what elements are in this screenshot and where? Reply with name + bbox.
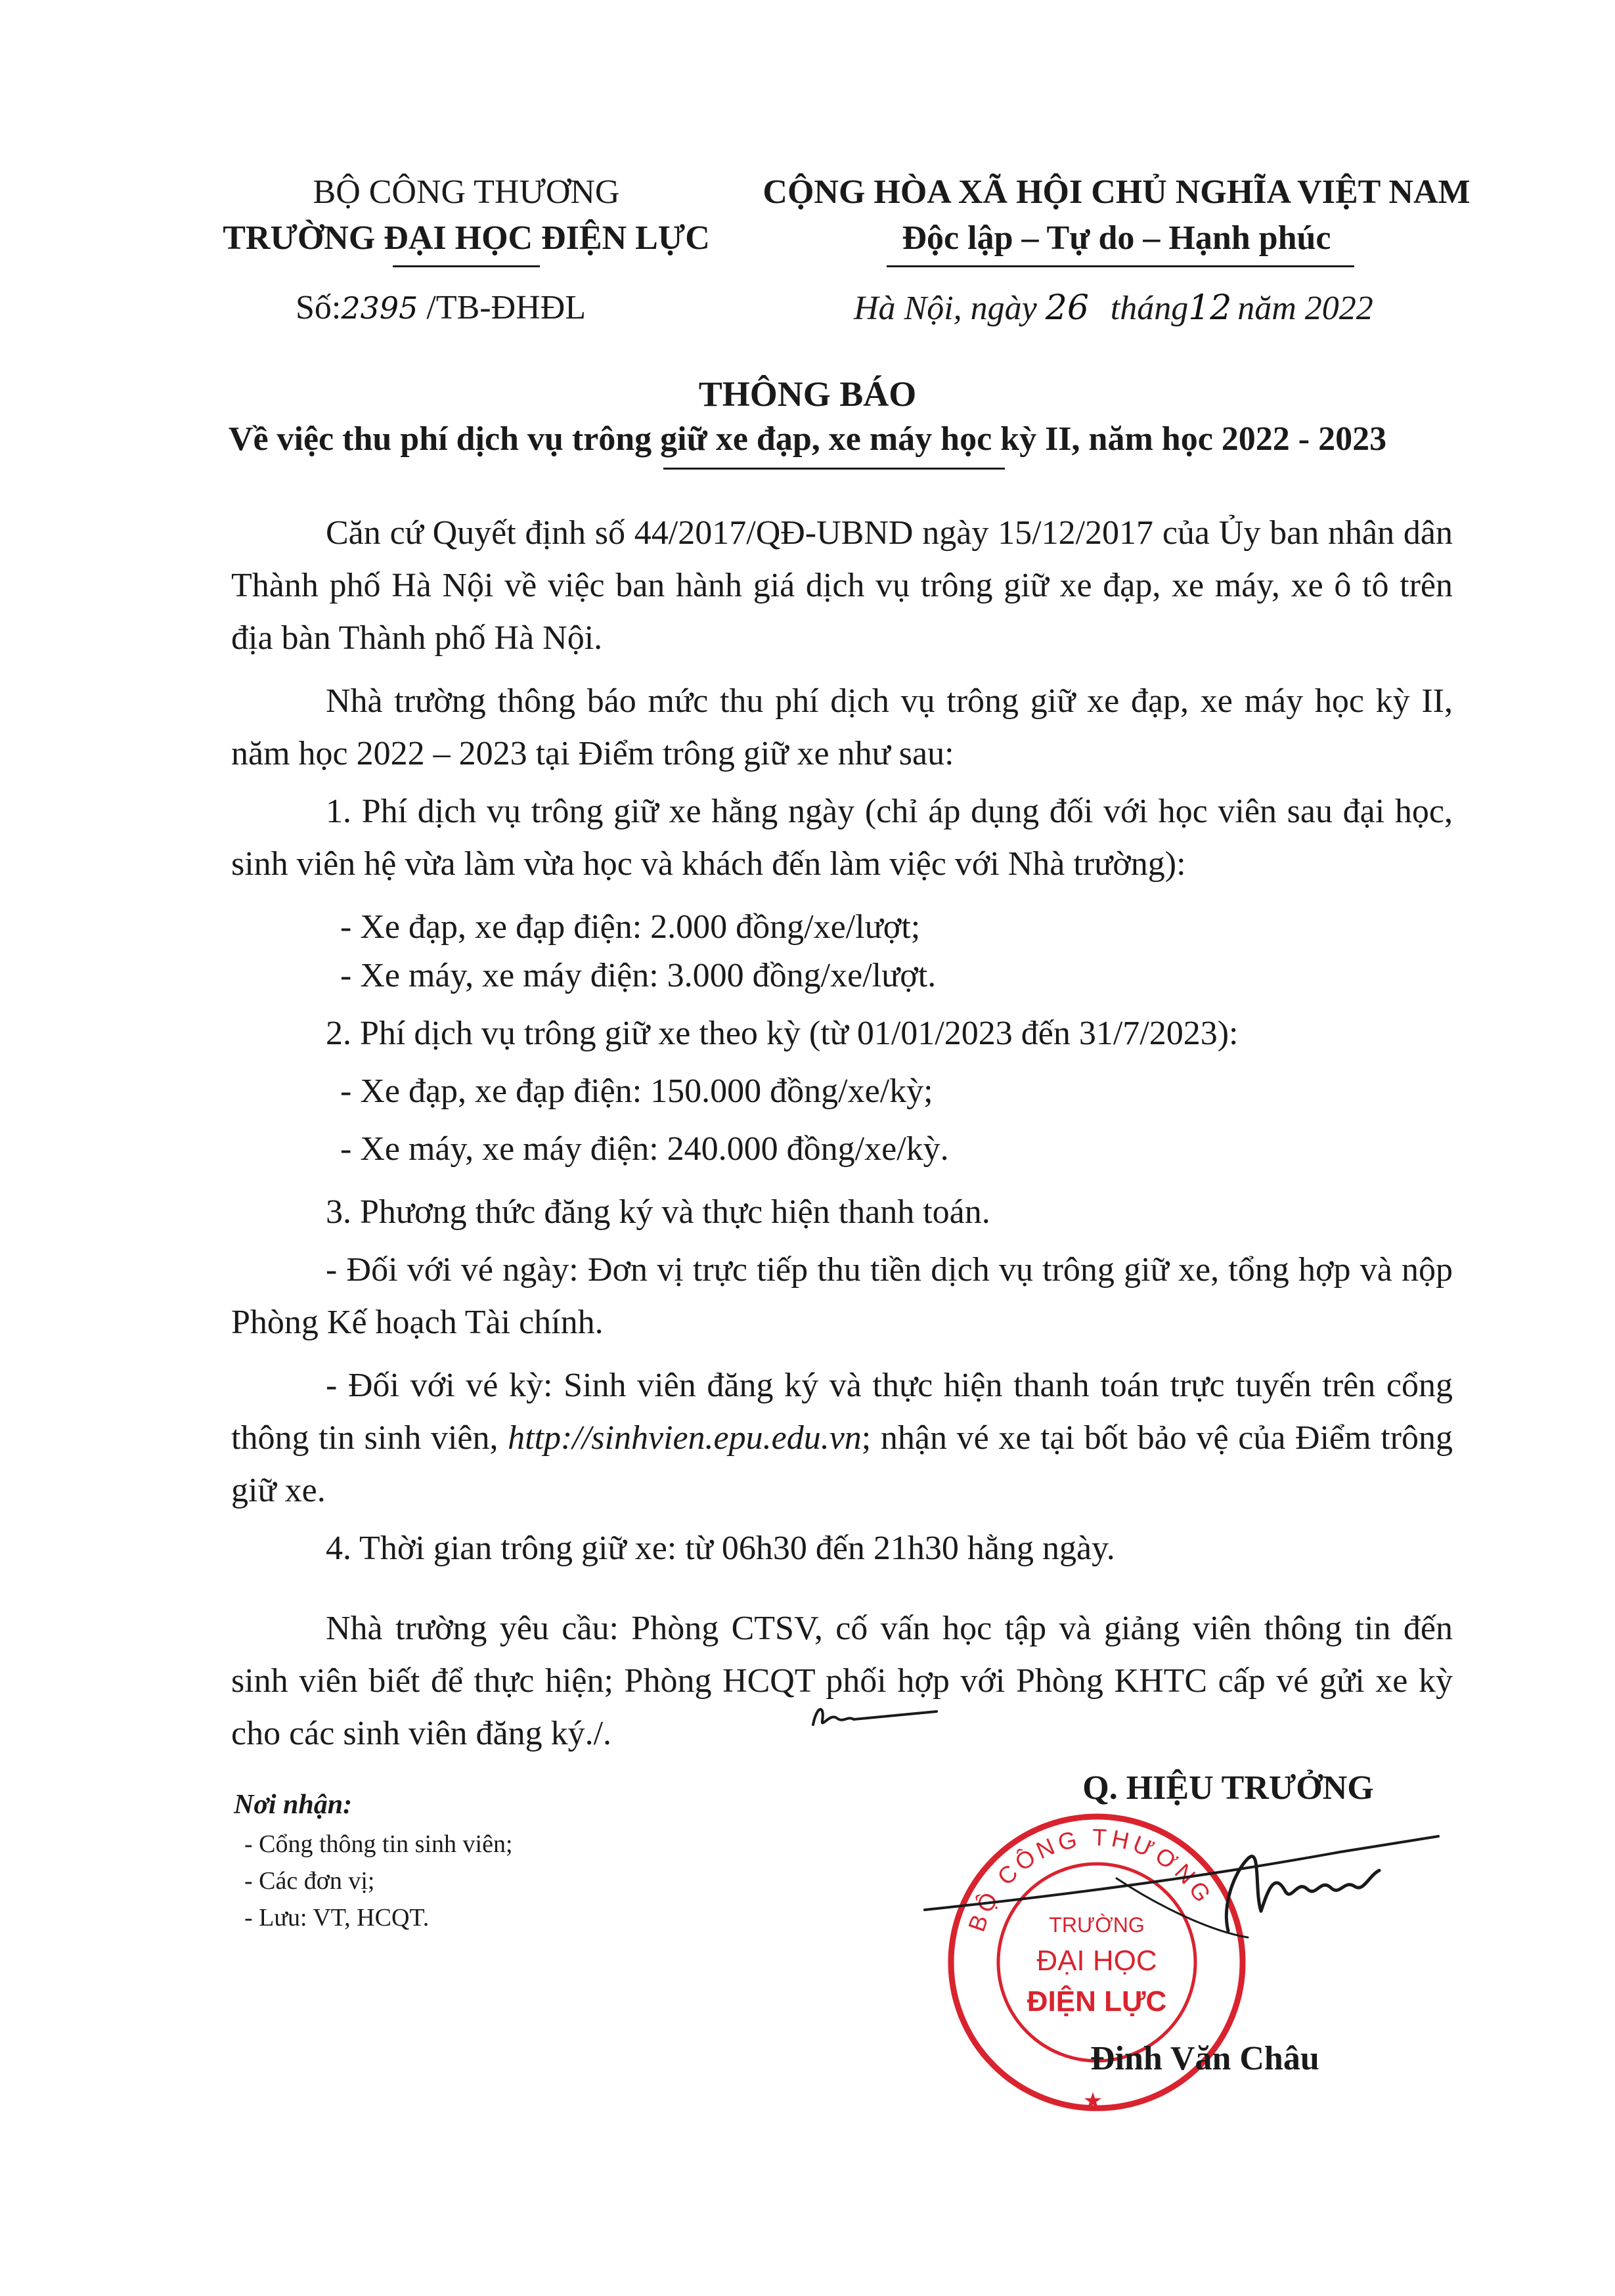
- item-daily-motorbike: - Xe máy, xe máy điện: 3.000 đồng/xe/lượt.: [340, 957, 937, 994]
- subtitle-underline: [663, 468, 1005, 470]
- item-term-motorbike: - Xe máy, xe máy điện: 240.000 đồng/xe/kỳ.: [340, 1130, 949, 1168]
- student-portal-link[interactable]: http://sinhvien.epu.edu.vn: [508, 1419, 862, 1457]
- university-underline: [393, 265, 540, 267]
- doc-number-prefix: Số:: [296, 289, 342, 326]
- term-ticket-text-end: ; nhận vé xe tại bốt bảo vệ của Điểm trông giữ xe.: [231, 1419, 1453, 1509]
- paragraph-announcement: Nhà trường thông báo mức thu phí dịch vụ trông giữ xe đạp, xe máy học kỳ II, năm học 2022 – 2023 tại Điểm trông giữ xe như sau:: [231, 682, 1453, 772]
- signatory-name: Đinh Văn Châu: [1090, 2040, 1319, 2077]
- item-daily-fee: 1. Phí dịch vụ trông giữ xe hằng ngày (chỉ áp dụng đối với học viên sau đại học, sinh viên hệ vừa làm vừa học và khách đến làm việc với Nhà trường):: [231, 793, 1453, 883]
- item-daily-bicycle: - Xe đạp, xe đạp điện: 2.000 đồng/xe/lượt;: [340, 908, 921, 946]
- notice-title: THÔNG BÁO: [698, 374, 917, 414]
- recipient-item: - Các đơn vị;: [244, 1867, 375, 1895]
- doc-number-handwritten: 2395: [341, 290, 418, 326]
- recipients-heading: Nơi nhận:: [234, 1790, 353, 1820]
- date-year: năm 2022: [1237, 290, 1373, 327]
- item-term-fee: 2. Phí dịch vụ trông giữ xe theo kỳ (từ 01/01/2023 đến 31/7/2023):: [326, 1015, 1239, 1052]
- seal-line-1: TRƯỜNG: [1049, 1913, 1145, 1937]
- seal-line-3: ĐIỆN LỰC: [1027, 1985, 1167, 2018]
- document-number: [296, 285, 586, 331]
- term-ticket-text-start: - Đối với vé kỳ: Sinh viên đăng ký và thực hiện thanh toán trực tuyến trên cổng thông tin sinh viên,: [231, 1367, 1453, 1457]
- date-month-label: tháng: [1110, 290, 1189, 327]
- national-motto: Độc lập – Tự do – Hạnh phúc: [902, 219, 1331, 257]
- initials-scribble: [808, 1698, 939, 1738]
- recipient-item: - Cổng thông tin sinh viên;: [244, 1830, 513, 1858]
- item-payment-method: 3. Phương thức đăng ký và thực hiện thanh toán.: [326, 1193, 990, 1231]
- signatory-title: Q. HIỆU TRƯỞNG: [1082, 1769, 1374, 1807]
- ministry-name: BỘ CÔNG THƯƠNG: [313, 173, 620, 211]
- recipient-item: - Lưu: VT, HCQT.: [244, 1904, 430, 1932]
- item-daily-ticket: - Đối với vé ngày: Đơn vị trực tiếp thu tiền dịch vụ trông giữ xe, tổng hợp và nộp Phòng Kế hoạch Tài chính.: [231, 1251, 1453, 1341]
- paragraph-closing: Nhà trường yêu cầu: Phòng CTSV, cố vấn học tập và giảng viên thông tin đến sinh viên biết để thực hiện; Phòng HCQT phối hợp với Phòng KHTC cấp vé gửi xe kỳ cho các sinh viên đăng ký./.: [231, 1610, 1453, 1752]
- item-parking-hours: 4. Thời gian trông giữ xe: từ 06h30 đến 21h30 hằng ngày.: [326, 1530, 1115, 1567]
- seal-star-icon: ★: [1082, 2089, 1103, 2113]
- date-day-handwritten: 26: [1045, 288, 1089, 328]
- university-name: TRƯỜNG ĐẠI HỌC ĐIỆN LỰC: [223, 219, 710, 257]
- paragraph-legal-basis: Căn cứ Quyết định số 44/2017/QĐ-UBND ngày 15/12/2017 của Ủy ban nhân dân Thành phố Hà Nội về việc ban hành giá dịch vụ trông giữ xe đạp, xe máy, xe ô tô trên địa bàn Thành phố Hà Nội.: [231, 514, 1453, 657]
- date-line: [854, 285, 1373, 332]
- motto-underline: [887, 265, 1354, 267]
- doc-number-suffix: /TB-ĐHĐL: [426, 289, 586, 326]
- date-month-handwritten: 12: [1188, 288, 1232, 328]
- item-term-bicycle: - Xe đạp, xe đạp điện: 150.000 đồng/xe/kỳ;: [340, 1072, 933, 1110]
- handwritten-signature: [919, 1832, 1458, 1944]
- seal-line-2: ĐẠI HỌC: [1036, 1945, 1157, 1977]
- item-term-ticket: [231, 1359, 1453, 1517]
- country-name: CỘNG HÒA XÃ HỘI CHỦ NGHĨA VIỆT NAM: [763, 173, 1471, 211]
- notice-subtitle: Về việc thu phí dịch vụ trông giữ xe đạp, xe máy học kỳ II, năm học 2022 - 2023: [228, 420, 1387, 458]
- seal-ring-text: BỘ CÔNG THƯƠNG: [962, 1823, 1219, 1935]
- date-place: Hà Nội, ngày: [854, 290, 1037, 327]
